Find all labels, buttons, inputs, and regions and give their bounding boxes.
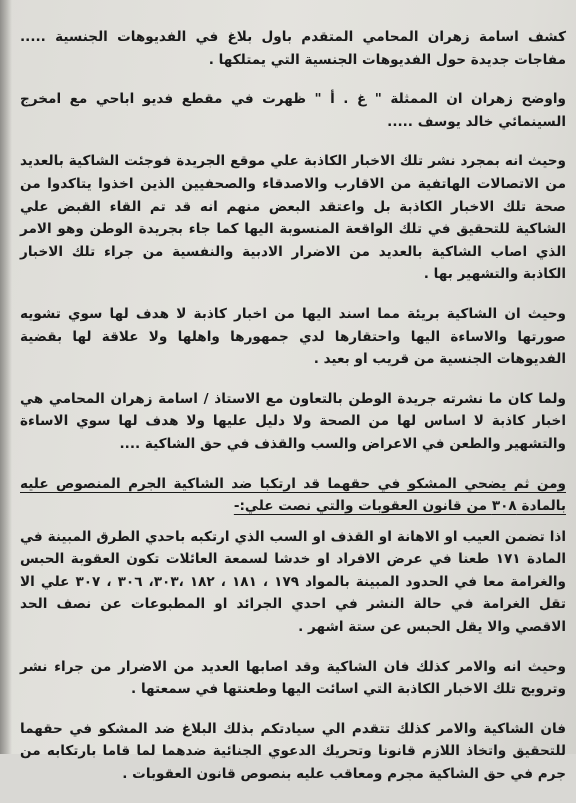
paragraph-8: وحيث انه والامر كذلك فان الشاكية وقد اصابها العديد من الاضرار من جراء نشر وترويج تلك الاخبار الكاذبة التي اسائت اليها وطعنتها في سمعتها . xyxy=(20,658,566,698)
paragraph-2: واوضح زهران ان الممثلة " غ . أ " ظهرت في مقطع فديو اباحي مع امخرج السينمائي خالد يوسف ..... xyxy=(20,91,566,130)
paragraph-6-underlined: ومن ثم يضحي المشكو في حقهما قد ارتكبا ضد الشاكية الجرم المنصوص عليه بالمادة ٣٠٨ من قانون العقوبات والتي نصت علي:- xyxy=(20,475,566,515)
paragraph-5: ولما كان ما نشرته جريدة الوطن بالتعاون مع الاستاذ / اسامة زهران المحامي هي اخبار كاذبة لا اساس لها من الصحة ولا دليل عليها ولا هدف لها سوي الاساءة والتشهير والطعن في الاعراض والسب والقذف في حق الشاكية .... xyxy=(20,390,566,452)
paragraph-4: وحيث ان الشاكية بريئة مما اسند اليها من اخبار كاذبة لا هدف لها سوي تشويه صورتها والاساءة اليها واحتقارها لدي جمهورها واهلها ولا علاقة لها بقضية الفديوهات الجنسية من قريب او بعيد . xyxy=(20,305,566,368)
paragraph-1: كشف اسامة زهران المحامي المتقدم باول بلاغ في الفديوهات الجنسية ..... مفاجات جديدة حول الفديوهات الجنسية التي يمتلكها . xyxy=(20,29,566,68)
paragraph-7-legal-text: اذا تضمن العيب او الاهانة او القذف او السب الذي ارتكبه باحدي الطرق المبينة في المادة ١٧١ طعنا في عرض الافراد او خدشا لسمعة العائلات تكون العقوبة الحبس والغرامة معا في الحدود المبينة بالمواد ١٧٩ ، ١٨١ ، ١٨٢ ،٣٠٣، ٣٠٦ ، ٣٠٧ علي الا تقل الغرامة في حالة النشر في احدي الجرائد او المطبوعات عن نصف الحد الاقصي والا يقل الحبس عن ستة اشهر . xyxy=(20,528,567,636)
page-binding-edge xyxy=(0,0,12,754)
paragraph-3: وحيث انه بمجرد نشر تلك الاخبار الكاذبة علي موقع الجريدة فوجئت الشاكية بالعديد من الاتصالات الهاتفية من الاقارب والاصدقاء والصحفيين الذين اخذوا يتاكدوا من صحة تلك الاخبار الكاذبة بل واعتقد البعض منهم انه قد تم القاء القبض علي الشاكية للتحقيق في تلك الواقعة المنسوبة اليها كما جاء بجريدة الوطن وهو الامر الذي اصاب الشاكية بالعديد من الاضرار الادبية والنفسية من جراء تلك الاخبار الكاذبة والتشهير بها . xyxy=(20,153,566,283)
document-body xyxy=(20,26,566,803)
paragraph-9: فان الشاكية والامر كذلك تتقدم الي سيادتكم بذلك البلاغ ضد المشكو في حقهما للتحقيق واتخاذ اللازم قانونا وتحريك الدعوي الجنائية ضدهما لما قاما بارتكابه من جرم في حق الشاكية مجرم ومعاقب عليه بنصوص قانون العقوبات . xyxy=(20,720,566,783)
